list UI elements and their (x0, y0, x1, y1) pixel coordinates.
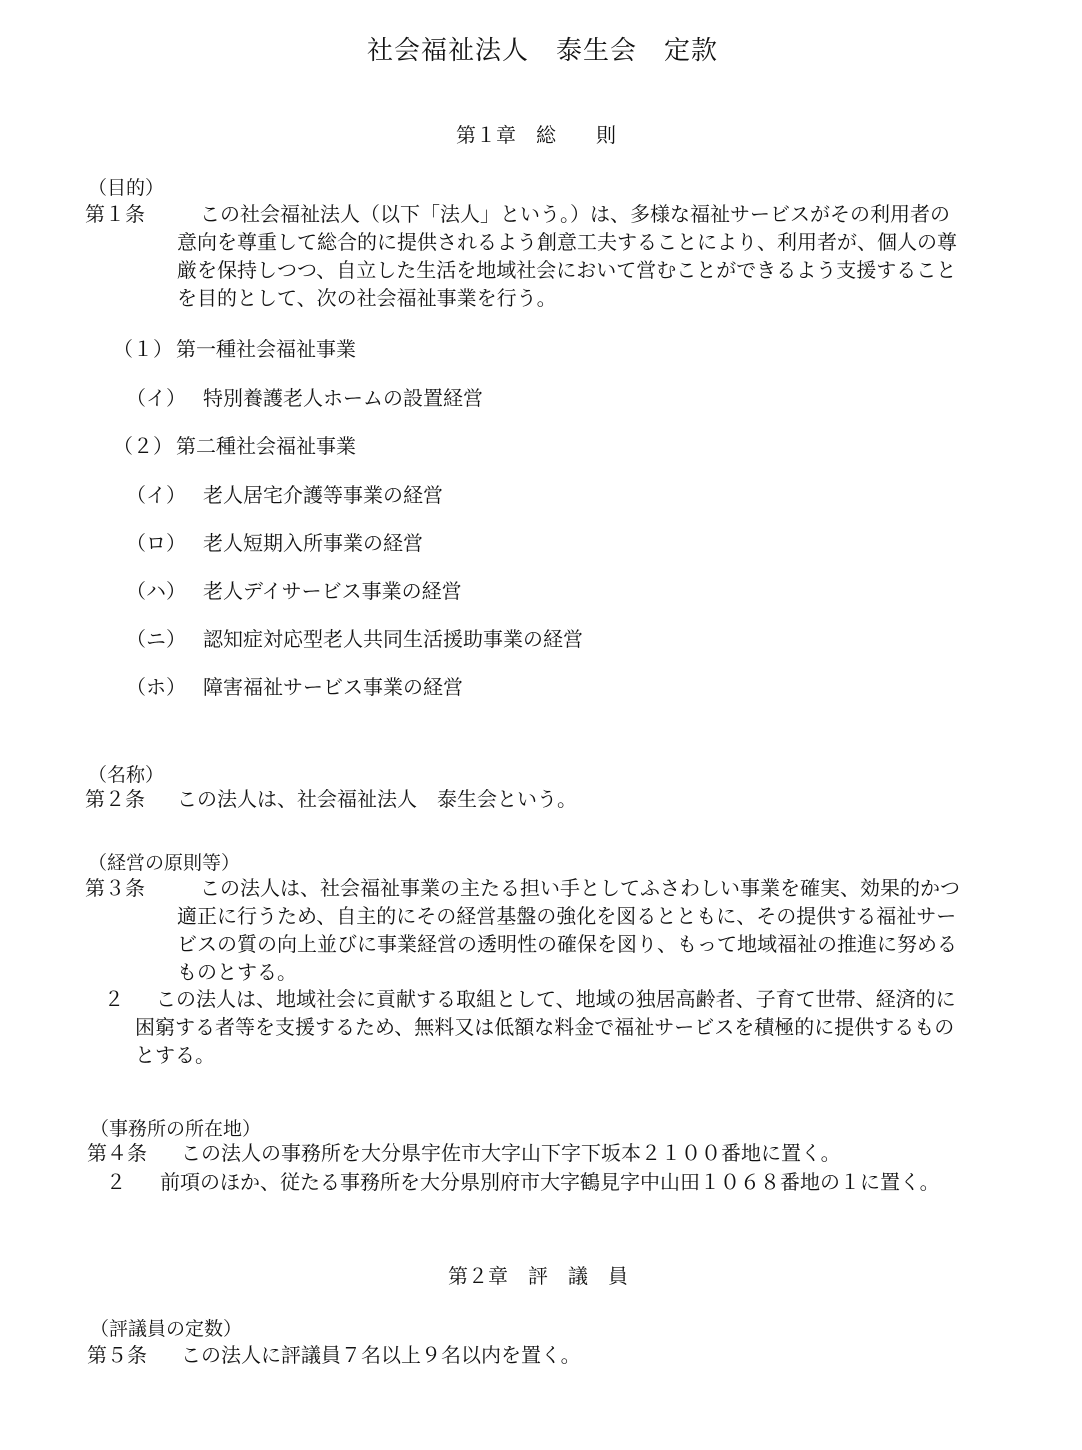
article-1-number: 第１条 (85, 202, 145, 226)
chapter-2-heading: 第２章 評 議 員 (448, 1264, 628, 1288)
item-2-sub-ni-text: 認知症対応型老人共同生活援助事業の経営 (203, 627, 583, 651)
item-2-label: （２） (113, 434, 173, 458)
article-3-line-4: ものとする。 (177, 960, 297, 984)
article-5-text: この法人に評議員７名以上９名以内を置く。 (181, 1343, 581, 1367)
article-3-paragraph-2-number: ２ (104, 987, 124, 1011)
article-1-body (177, 228, 957, 312)
article-2-text: この法人は、社会福祉法人 泰生会という。 (177, 787, 577, 811)
article-1-body-first-line (200, 200, 950, 228)
article-1-line-1: この社会福祉法人（以下「法人」という。）は、多様な福祉サービスがその利用者の (200, 202, 950, 226)
article-3-body-first-line (200, 874, 960, 902)
article-5-caption: （評議員の定数） (90, 1318, 243, 1340)
article-5-number: 第５条 (87, 1343, 147, 1367)
article-4-paragraph-2-number: ２ (106, 1170, 126, 1194)
item-1-label: （１） (113, 337, 173, 361)
article-3-p2-line-3: とする。 (135, 1043, 215, 1067)
item-2-sub-i-text: 老人居宅介護等事業の経営 (203, 483, 443, 507)
article-3-p2-line-2: 困窮する者等を支援するため、無料又は低額な料金で福祉サービスを積極的に提供するもの (135, 1015, 955, 1039)
item-2-sub-ro-text: 老人短期入所事業の経営 (203, 531, 423, 555)
article-4-caption: （事務所の所在地） (90, 1118, 262, 1140)
article-3-paragraph-2-first-line (156, 985, 956, 1013)
article-3-line-3: ビスの質の向上並びに事業経営の透明性の確保を図り、もって地域福祉の推進に努める (177, 932, 957, 956)
item-2-text: 第二種社会福祉事業 (176, 434, 356, 458)
article-3-paragraph-2-body (135, 1013, 954, 1069)
article-3-p2-line-1: この法人は、地域社会に貢献する取組として、地域の独居高齢者、子育て世帯、経済的に (156, 987, 956, 1011)
article-1-line-4: を目的として、次の社会福祉事業を行う。 (177, 286, 557, 310)
article-3-line-1: この法人は、社会福祉事業の主たる担い手としてふさわしい事業を確実、効果的かつ (200, 876, 960, 900)
article-3-number: 第３条 (85, 876, 145, 900)
article-1-line-2: 意向を尊重して総合的に提供されるよう創意工夫することにより、利用者が、個人の尊 (177, 230, 957, 254)
article-3-line-2: 適正に行うため、自主的にその経営基盤の強化を図るとともに、その提供する福祉サー (177, 904, 957, 928)
article-3-body (177, 902, 957, 986)
item-2-sub-i-label: （イ） (126, 483, 186, 507)
item-2-sub-ni-label: （ニ） (126, 627, 186, 651)
chapter-1-heading: 第１章 総 則 (456, 123, 616, 147)
item-2-sub-ho-text: 障害福祉サービス事業の経営 (203, 675, 463, 699)
item-2-sub-ro-label: （ロ） (126, 531, 186, 555)
article-4-paragraph-2-text: 前項のほか、従たる事務所を大分県別府市大字鶴見字中山田１０６８番地の１に置く。 (160, 1170, 940, 1194)
item-1-text: 第一種社会福祉事業 (176, 337, 356, 361)
article-1-caption: （目的） (88, 177, 165, 199)
document-title: 社会福祉法人 泰生会 定款 (367, 36, 719, 66)
article-2-number: 第２条 (85, 787, 145, 811)
item-2-sub-ho-label: （ホ） (126, 675, 186, 699)
article-3-caption: （経営の原則等） (88, 852, 241, 874)
item-2-sub-ha-label: （ハ） (126, 579, 186, 603)
article-4-number: 第４条 (87, 1141, 147, 1165)
item-1-sub-i-text: 特別養護老人ホームの設置経営 (203, 386, 483, 410)
article-2-caption: （名称） (88, 764, 165, 786)
article-4-text: この法人の事務所を大分県宇佐市大字山下字下坂本２１００番地に置く。 (181, 1141, 841, 1165)
item-1-sub-i-label: （イ） (126, 386, 186, 410)
item-2-sub-ha-text: 老人デイサービス事業の経営 (203, 579, 462, 603)
article-1-line-3: 厳を保持しつつ、自立した生活を地域社会において営むことができるよう支援すること (177, 258, 957, 282)
